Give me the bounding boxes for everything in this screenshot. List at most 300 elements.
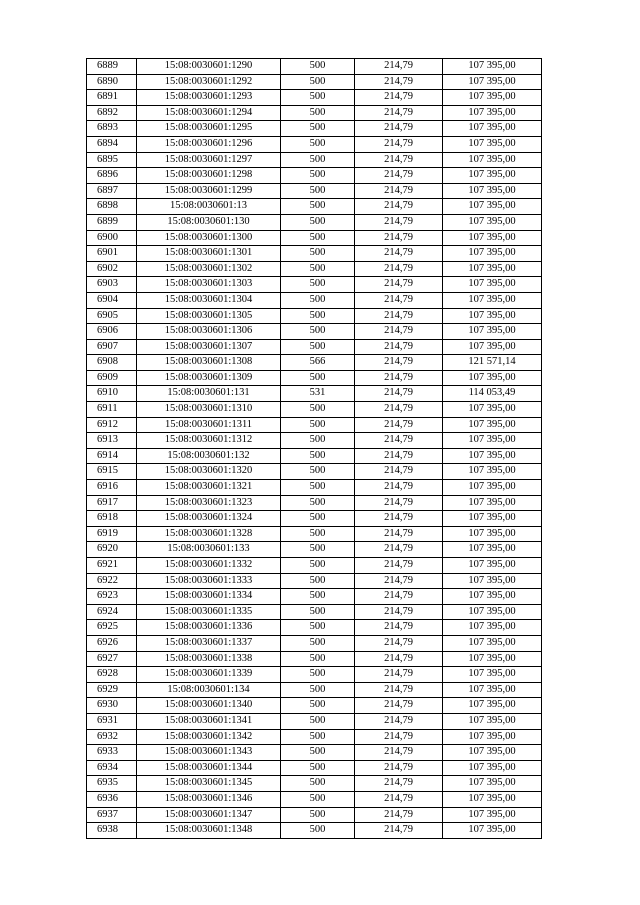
- table-row: [87, 355, 542, 371]
- table-row: [87, 308, 542, 324]
- row-number-cell: 6904: [87, 292, 137, 308]
- rate-cell: 214,79: [355, 246, 443, 262]
- row-number-cell: 6903: [87, 277, 137, 293]
- cadastral-number-cell: 15:08:0030601:1302: [137, 261, 281, 277]
- area-cell: 500: [281, 573, 355, 589]
- area-cell: 500: [281, 729, 355, 745]
- row-number-cell: 6892: [87, 105, 137, 121]
- rate-cell: 214,79: [355, 168, 443, 184]
- value-cell: 107 395,00: [443, 183, 542, 199]
- row-number-cell: 6917: [87, 495, 137, 511]
- cadastral-number-cell: 15:08:0030601:132: [137, 448, 281, 464]
- area-cell: 500: [281, 168, 355, 184]
- cadastral-number-cell: 15:08:0030601:1346: [137, 791, 281, 807]
- cadastral-number-cell: 15:08:0030601:1293: [137, 90, 281, 106]
- cadastral-number-cell: 15:08:0030601:1328: [137, 526, 281, 542]
- area-cell: 500: [281, 823, 355, 839]
- value-cell: 107 395,00: [443, 59, 542, 75]
- area-cell: 500: [281, 74, 355, 90]
- row-number-cell: 6895: [87, 152, 137, 168]
- table-row: [87, 542, 542, 558]
- value-cell: 114 053,49: [443, 386, 542, 402]
- row-number-cell: 6938: [87, 823, 137, 839]
- cadastral-number-cell: 15:08:0030601:1290: [137, 59, 281, 75]
- rate-cell: 214,79: [355, 776, 443, 792]
- area-cell: 500: [281, 776, 355, 792]
- table-row: [87, 433, 542, 449]
- table-row: [87, 402, 542, 418]
- rate-cell: 214,79: [355, 495, 443, 511]
- value-cell: 107 395,00: [443, 402, 542, 418]
- table-row: [87, 370, 542, 386]
- value-cell: 107 395,00: [443, 713, 542, 729]
- value-cell: 107 395,00: [443, 651, 542, 667]
- value-cell: 107 395,00: [443, 464, 542, 480]
- row-number-cell: 6919: [87, 526, 137, 542]
- value-cell: 107 395,00: [443, 433, 542, 449]
- area-cell: 500: [281, 480, 355, 496]
- row-number-cell: 6922: [87, 573, 137, 589]
- cadastral-number-cell: 15:08:0030601:1335: [137, 604, 281, 620]
- area-cell: 500: [281, 277, 355, 293]
- value-cell: 107 395,00: [443, 230, 542, 246]
- rate-cell: 214,79: [355, 589, 443, 605]
- cadastral-number-cell: 15:08:0030601:1345: [137, 776, 281, 792]
- value-cell: 107 395,00: [443, 199, 542, 215]
- table-row: [87, 682, 542, 698]
- rate-cell: 214,79: [355, 292, 443, 308]
- cadastral-number-cell: 15:08:0030601:130: [137, 214, 281, 230]
- rate-cell: 214,79: [355, 464, 443, 480]
- rate-cell: 214,79: [355, 214, 443, 230]
- area-cell: 500: [281, 105, 355, 121]
- value-cell: 107 395,00: [443, 526, 542, 542]
- rate-cell: 214,79: [355, 261, 443, 277]
- rate-cell: 214,79: [355, 355, 443, 371]
- rate-cell: 214,79: [355, 183, 443, 199]
- table-row: [87, 511, 542, 527]
- cadastral-number-cell: 15:08:0030601:1324: [137, 511, 281, 527]
- cadastral-number-cell: 15:08:0030601:1307: [137, 339, 281, 355]
- area-cell: 500: [281, 760, 355, 776]
- row-number-cell: 6909: [87, 370, 137, 386]
- row-number-cell: 6929: [87, 682, 137, 698]
- value-cell: 107 395,00: [443, 698, 542, 714]
- row-number-cell: 6907: [87, 339, 137, 355]
- rate-cell: 214,79: [355, 339, 443, 355]
- table-row: [87, 760, 542, 776]
- cadastral-number-cell: 15:08:0030601:1308: [137, 355, 281, 371]
- cadastral-number-cell: 15:08:0030601:1343: [137, 745, 281, 761]
- rate-cell: 214,79: [355, 729, 443, 745]
- row-number-cell: 6901: [87, 246, 137, 262]
- rate-cell: 214,79: [355, 573, 443, 589]
- value-cell: 107 395,00: [443, 511, 542, 527]
- table-row: [87, 324, 542, 340]
- table-row: [87, 277, 542, 293]
- row-number-cell: 6915: [87, 464, 137, 480]
- area-cell: 500: [281, 682, 355, 698]
- table-row: [87, 807, 542, 823]
- cadastral-number-cell: 15:08:0030601:1337: [137, 635, 281, 651]
- area-cell: 500: [281, 635, 355, 651]
- value-cell: 107 395,00: [443, 729, 542, 745]
- table-row: [87, 776, 542, 792]
- area-cell: 500: [281, 261, 355, 277]
- area-cell: 566: [281, 355, 355, 371]
- row-number-cell: 6898: [87, 199, 137, 215]
- table-row: [87, 417, 542, 433]
- value-cell: 107 395,00: [443, 480, 542, 496]
- rate-cell: 214,79: [355, 433, 443, 449]
- row-number-cell: 6914: [87, 448, 137, 464]
- rate-cell: 214,79: [355, 370, 443, 386]
- value-cell: 107 395,00: [443, 620, 542, 636]
- cadastral-number-cell: 15:08:0030601:131: [137, 386, 281, 402]
- row-number-cell: 6934: [87, 760, 137, 776]
- area-cell: 500: [281, 713, 355, 729]
- table-row: [87, 604, 542, 620]
- value-cell: 107 395,00: [443, 308, 542, 324]
- row-number-cell: 6912: [87, 417, 137, 433]
- value-cell: 107 395,00: [443, 776, 542, 792]
- table-row: [87, 480, 542, 496]
- value-cell: 107 395,00: [443, 74, 542, 90]
- table-row: [87, 246, 542, 262]
- row-number-cell: 6928: [87, 667, 137, 683]
- cadastral-number-cell: 15:08:0030601:1320: [137, 464, 281, 480]
- area-cell: 500: [281, 324, 355, 340]
- value-cell: 107 395,00: [443, 277, 542, 293]
- value-cell: 107 395,00: [443, 136, 542, 152]
- cadastral-number-cell: 15:08:0030601:1310: [137, 402, 281, 418]
- area-cell: 500: [281, 526, 355, 542]
- value-cell: 107 395,00: [443, 152, 542, 168]
- value-cell: 107 395,00: [443, 261, 542, 277]
- rate-cell: 214,79: [355, 74, 443, 90]
- table-row: [87, 573, 542, 589]
- row-number-cell: 6911: [87, 402, 137, 418]
- value-cell: 107 395,00: [443, 121, 542, 137]
- table-row: [87, 745, 542, 761]
- rate-cell: 214,79: [355, 620, 443, 636]
- row-number-cell: 6926: [87, 635, 137, 651]
- value-cell: 107 395,00: [443, 589, 542, 605]
- area-cell: 500: [281, 59, 355, 75]
- table-row: [87, 635, 542, 651]
- row-number-cell: 6925: [87, 620, 137, 636]
- rate-cell: 214,79: [355, 526, 443, 542]
- rate-cell: 214,79: [355, 308, 443, 324]
- table-row: [87, 261, 542, 277]
- cadastral-number-cell: 15:08:0030601:1334: [137, 589, 281, 605]
- value-cell: 107 395,00: [443, 604, 542, 620]
- row-number-cell: 6897: [87, 183, 137, 199]
- rate-cell: 214,79: [355, 121, 443, 137]
- row-number-cell: 6932: [87, 729, 137, 745]
- table-row: [87, 448, 542, 464]
- area-cell: 500: [281, 791, 355, 807]
- table-row: [87, 152, 542, 168]
- cadastral-number-cell: 15:08:0030601:1312: [137, 433, 281, 449]
- value-cell: 107 395,00: [443, 682, 542, 698]
- row-number-cell: 6908: [87, 355, 137, 371]
- value-cell: 107 395,00: [443, 246, 542, 262]
- row-number-cell: 6896: [87, 168, 137, 184]
- area-cell: 500: [281, 230, 355, 246]
- rate-cell: 214,79: [355, 105, 443, 121]
- rate-cell: 214,79: [355, 90, 443, 106]
- value-cell: 107 395,00: [443, 558, 542, 574]
- cadastral-number-cell: 15:08:0030601:1341: [137, 713, 281, 729]
- value-cell: 107 395,00: [443, 760, 542, 776]
- rate-cell: 214,79: [355, 511, 443, 527]
- table-row: [87, 105, 542, 121]
- cadastral-number-cell: 15:08:0030601:1306: [137, 324, 281, 340]
- area-cell: 500: [281, 542, 355, 558]
- area-cell: 500: [281, 339, 355, 355]
- rate-cell: 214,79: [355, 823, 443, 839]
- area-cell: 500: [281, 152, 355, 168]
- table-row: [87, 339, 542, 355]
- table-row: [87, 791, 542, 807]
- value-cell: 107 395,00: [443, 791, 542, 807]
- value-cell: 107 395,00: [443, 214, 542, 230]
- row-number-cell: 6931: [87, 713, 137, 729]
- value-cell: 107 395,00: [443, 823, 542, 839]
- cadastral-number-cell: 15:08:0030601:134: [137, 682, 281, 698]
- rate-cell: 214,79: [355, 713, 443, 729]
- table-row: [87, 698, 542, 714]
- table-row: [87, 168, 542, 184]
- table-row: [87, 230, 542, 246]
- area-cell: 500: [281, 745, 355, 761]
- value-cell: 107 395,00: [443, 370, 542, 386]
- cadastral-number-cell: 15:08:0030601:1292: [137, 74, 281, 90]
- table-row: [87, 651, 542, 667]
- value-cell: 107 395,00: [443, 324, 542, 340]
- rate-cell: 214,79: [355, 386, 443, 402]
- table-row: [87, 495, 542, 511]
- value-cell: 107 395,00: [443, 105, 542, 121]
- area-cell: 500: [281, 183, 355, 199]
- table-row: [87, 620, 542, 636]
- cadastral-number-cell: 15:08:0030601:1340: [137, 698, 281, 714]
- rate-cell: 214,79: [355, 542, 443, 558]
- value-cell: 107 395,00: [443, 542, 542, 558]
- area-cell: 500: [281, 667, 355, 683]
- area-cell: 500: [281, 214, 355, 230]
- value-cell: 121 571,14: [443, 355, 542, 371]
- rate-cell: 214,79: [355, 698, 443, 714]
- cadastral-number-cell: 15:08:0030601:1295: [137, 121, 281, 137]
- area-cell: 500: [281, 589, 355, 605]
- row-number-cell: 6910: [87, 386, 137, 402]
- parcel-table-body: [87, 59, 542, 839]
- rate-cell: 214,79: [355, 667, 443, 683]
- cadastral-number-cell: 15:08:0030601:1301: [137, 246, 281, 262]
- table-row: [87, 526, 542, 542]
- area-cell: 500: [281, 464, 355, 480]
- cadastral-number-cell: 15:08:0030601:1342: [137, 729, 281, 745]
- table-row: [87, 59, 542, 75]
- area-cell: 531: [281, 386, 355, 402]
- area-cell: 500: [281, 807, 355, 823]
- rate-cell: 214,79: [355, 682, 443, 698]
- cadastral-number-cell: 15:08:0030601:1309: [137, 370, 281, 386]
- cadastral-number-cell: 15:08:0030601:1332: [137, 558, 281, 574]
- area-cell: 500: [281, 495, 355, 511]
- row-number-cell: 6918: [87, 511, 137, 527]
- cadastral-number-cell: 15:08:0030601:1321: [137, 480, 281, 496]
- area-cell: 500: [281, 433, 355, 449]
- table-row: [87, 214, 542, 230]
- table-row: [87, 823, 542, 839]
- cadastral-number-cell: 15:08:0030601:1348: [137, 823, 281, 839]
- area-cell: 500: [281, 308, 355, 324]
- value-cell: 107 395,00: [443, 495, 542, 511]
- area-cell: 500: [281, 448, 355, 464]
- rate-cell: 214,79: [355, 448, 443, 464]
- table-row: [87, 386, 542, 402]
- area-cell: 500: [281, 370, 355, 386]
- cadastral-number-cell: 15:08:0030601:1336: [137, 620, 281, 636]
- cadastral-number-cell: 15:08:0030601:1344: [137, 760, 281, 776]
- row-number-cell: 6927: [87, 651, 137, 667]
- area-cell: 500: [281, 651, 355, 667]
- cadastral-number-cell: 15:08:0030601:1303: [137, 277, 281, 293]
- value-cell: 107 395,00: [443, 448, 542, 464]
- row-number-cell: 6906: [87, 324, 137, 340]
- row-number-cell: 6889: [87, 59, 137, 75]
- row-number-cell: 6933: [87, 745, 137, 761]
- row-number-cell: 6920: [87, 542, 137, 558]
- rate-cell: 214,79: [355, 745, 443, 761]
- row-number-cell: 6891: [87, 90, 137, 106]
- value-cell: 107 395,00: [443, 339, 542, 355]
- row-number-cell: 6937: [87, 807, 137, 823]
- area-cell: 500: [281, 511, 355, 527]
- row-number-cell: 6930: [87, 698, 137, 714]
- cadastral-number-cell: 15:08:0030601:13: [137, 199, 281, 215]
- rate-cell: 214,79: [355, 402, 443, 418]
- rate-cell: 214,79: [355, 760, 443, 776]
- cadastral-number-cell: 15:08:0030601:1296: [137, 136, 281, 152]
- row-number-cell: 6905: [87, 308, 137, 324]
- area-cell: 500: [281, 121, 355, 137]
- table-row: [87, 121, 542, 137]
- rate-cell: 214,79: [355, 324, 443, 340]
- table-row: [87, 729, 542, 745]
- row-number-cell: 6935: [87, 776, 137, 792]
- cadastral-number-cell: 15:08:0030601:1300: [137, 230, 281, 246]
- rate-cell: 214,79: [355, 635, 443, 651]
- rate-cell: 214,79: [355, 230, 443, 246]
- value-cell: 107 395,00: [443, 573, 542, 589]
- rate-cell: 214,79: [355, 59, 443, 75]
- row-number-cell: 6924: [87, 604, 137, 620]
- row-number-cell: 6921: [87, 558, 137, 574]
- rate-cell: 214,79: [355, 807, 443, 823]
- row-number-cell: 6893: [87, 121, 137, 137]
- value-cell: 107 395,00: [443, 417, 542, 433]
- table-row: [87, 292, 542, 308]
- cadastral-number-cell: 15:08:0030601:1305: [137, 308, 281, 324]
- row-number-cell: 6923: [87, 589, 137, 605]
- cadastral-number-cell: 15:08:0030601:1298: [137, 168, 281, 184]
- cadastral-number-cell: 15:08:0030601:1333: [137, 573, 281, 589]
- value-cell: 107 395,00: [443, 807, 542, 823]
- cadastral-number-cell: 15:08:0030601:133: [137, 542, 281, 558]
- rate-cell: 214,79: [355, 604, 443, 620]
- value-cell: 107 395,00: [443, 168, 542, 184]
- row-number-cell: 6900: [87, 230, 137, 246]
- rate-cell: 214,79: [355, 277, 443, 293]
- value-cell: 107 395,00: [443, 745, 542, 761]
- table-row: [87, 90, 542, 106]
- row-number-cell: 6902: [87, 261, 137, 277]
- table-row: [87, 667, 542, 683]
- cadastral-number-cell: 15:08:0030601:1311: [137, 417, 281, 433]
- area-cell: 500: [281, 292, 355, 308]
- area-cell: 500: [281, 90, 355, 106]
- row-number-cell: 6890: [87, 74, 137, 90]
- table-row: [87, 74, 542, 90]
- rate-cell: 214,79: [355, 136, 443, 152]
- parcel-table: [86, 58, 542, 839]
- rate-cell: 214,79: [355, 417, 443, 433]
- value-cell: 107 395,00: [443, 90, 542, 106]
- value-cell: 107 395,00: [443, 635, 542, 651]
- row-number-cell: 6916: [87, 480, 137, 496]
- rate-cell: 214,79: [355, 480, 443, 496]
- cadastral-number-cell: 15:08:0030601:1347: [137, 807, 281, 823]
- row-number-cell: 6899: [87, 214, 137, 230]
- area-cell: 500: [281, 246, 355, 262]
- rate-cell: 214,79: [355, 791, 443, 807]
- cadastral-number-cell: 15:08:0030601:1339: [137, 667, 281, 683]
- cadastral-number-cell: 15:08:0030601:1338: [137, 651, 281, 667]
- cadastral-number-cell: 15:08:0030601:1323: [137, 495, 281, 511]
- table-row: [87, 589, 542, 605]
- area-cell: 500: [281, 417, 355, 433]
- row-number-cell: 6913: [87, 433, 137, 449]
- row-number-cell: 6936: [87, 791, 137, 807]
- table-row: [87, 713, 542, 729]
- value-cell: 107 395,00: [443, 292, 542, 308]
- area-cell: 500: [281, 402, 355, 418]
- cadastral-number-cell: 15:08:0030601:1304: [137, 292, 281, 308]
- cadastral-number-cell: 15:08:0030601:1297: [137, 152, 281, 168]
- row-number-cell: 6894: [87, 136, 137, 152]
- rate-cell: 214,79: [355, 558, 443, 574]
- area-cell: 500: [281, 604, 355, 620]
- table-row: [87, 464, 542, 480]
- area-cell: 500: [281, 698, 355, 714]
- table-row: [87, 183, 542, 199]
- rate-cell: 214,79: [355, 651, 443, 667]
- area-cell: 500: [281, 136, 355, 152]
- rate-cell: 214,79: [355, 199, 443, 215]
- table-row: [87, 199, 542, 215]
- area-cell: 500: [281, 199, 355, 215]
- area-cell: 500: [281, 620, 355, 636]
- area-cell: 500: [281, 558, 355, 574]
- table-row: [87, 136, 542, 152]
- table-row: [87, 558, 542, 574]
- value-cell: 107 395,00: [443, 667, 542, 683]
- cadastral-number-cell: 15:08:0030601:1294: [137, 105, 281, 121]
